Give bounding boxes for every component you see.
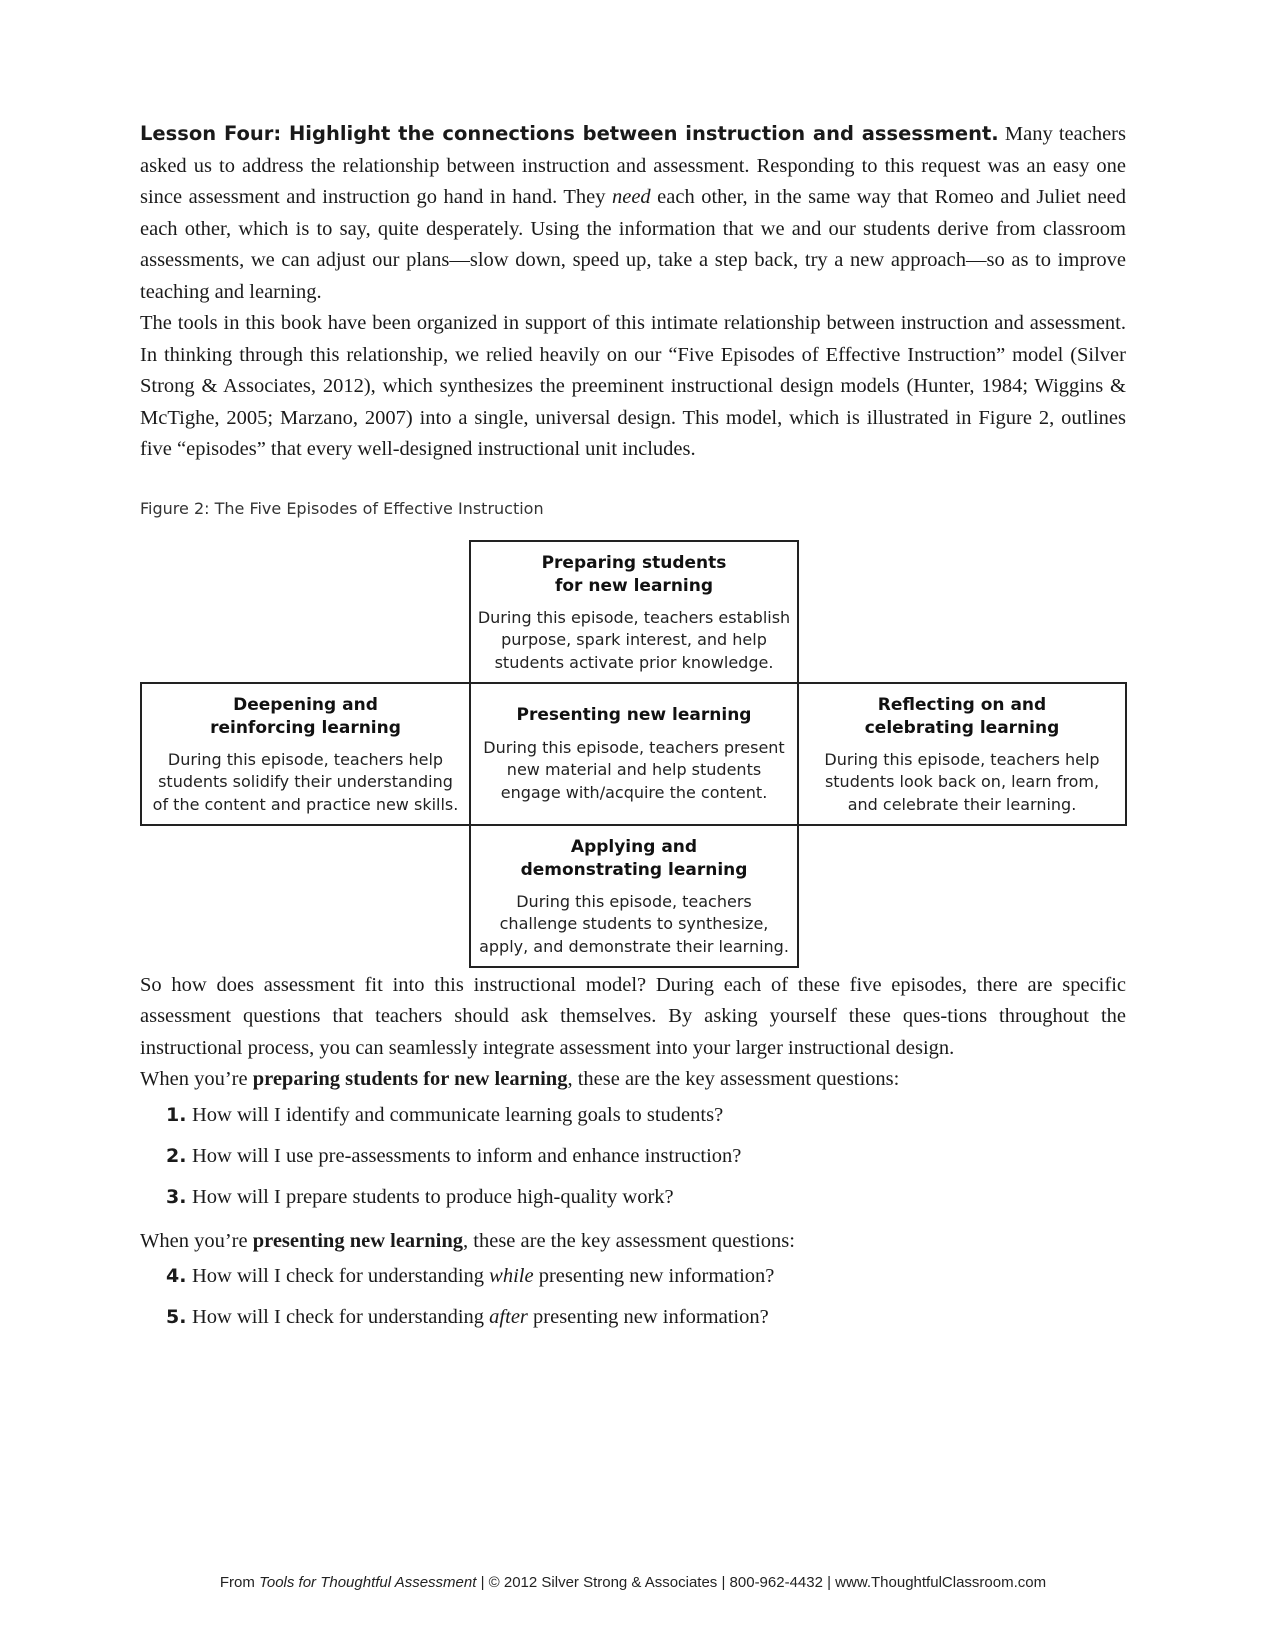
desc-line: During this episode, teachers	[516, 891, 752, 911]
desc-line: apply, and demonstrate their learning.	[479, 936, 789, 956]
footer-text: From	[219, 1574, 260, 1591]
question-number: 1.	[166, 1103, 187, 1126]
episode-description	[471, 737, 797, 805]
question-text: How will I check for understanding	[192, 1265, 490, 1287]
title-line: for new learning	[554, 575, 714, 596]
question-item	[166, 1103, 1126, 1127]
episode-title	[799, 694, 1125, 740]
intro-emphasis: preparing students for new learning	[252, 1068, 568, 1090]
intro-emphasis: presenting new learning	[252, 1229, 464, 1252]
question-item	[166, 1264, 1126, 1288]
title-line: Preparing students	[541, 552, 727, 573]
episode-box-applying	[469, 824, 799, 968]
title-line: Applying and	[570, 836, 698, 857]
question-text: presenting new information?	[527, 1306, 769, 1328]
question-number: 3.	[166, 1185, 187, 1208]
episode-title	[471, 552, 797, 598]
lesson-four-paragraph	[140, 118, 1126, 308]
question-emphasis: after	[489, 1306, 528, 1328]
desc-line: During this episode, teachers help	[824, 749, 1100, 769]
footer-book-title: Tools for Thoughtful Assessment	[259, 1574, 477, 1591]
desc-line: students look back on, learn from,	[824, 772, 1100, 791]
desc-line: challenge students to synthesize,	[499, 914, 769, 933]
section-preparing-intro	[140, 1064, 1126, 1096]
episode-description	[471, 891, 797, 959]
episode-description	[142, 749, 469, 817]
lesson-emphasis: need	[611, 186, 651, 208]
question-text: How will I identify and communicate learning goals to students?	[192, 1103, 724, 1126]
question-item	[166, 1144, 1126, 1168]
episode-box-deepening	[140, 682, 471, 826]
episode-title	[142, 694, 469, 740]
question-text: How will I use pre-assessments to inform and enhance instruction?	[192, 1144, 742, 1167]
intro-text: When you’re	[140, 1229, 253, 1252]
question-number: 4.	[166, 1265, 187, 1287]
desc-line: of the content and practice new skills.	[152, 794, 459, 814]
desc-line: During this episode, teachers establish	[477, 607, 791, 627]
episode-box-reflecting	[797, 682, 1127, 826]
desc-line: During this episode, teachers present	[483, 737, 785, 757]
desc-line: engage with/acquire the content.	[500, 782, 768, 802]
page-body	[140, 118, 1126, 1346]
question-number: 5.	[166, 1306, 187, 1328]
question-emphasis: while	[489, 1265, 534, 1287]
intro-text: , these are the key assessment questions:	[567, 1068, 900, 1090]
title-line: Reflecting on and	[877, 694, 1047, 715]
question-number: 2.	[166, 1144, 187, 1167]
five-episodes-diagram	[140, 540, 1126, 970]
desc-line: students solidify their understanding	[158, 772, 453, 791]
question-text: presenting new information?	[533, 1265, 775, 1287]
desc-line: students activate prior knowledge.	[494, 652, 774, 672]
lesson-text-1: Many teachers asked us to address the relationship between instruction and assessment. Responding to this request was an easy one since assessment and instruction go hand in hand. They	[140, 123, 1126, 208]
question-item	[166, 1305, 1126, 1329]
episode-description	[471, 607, 797, 675]
title-line: Presenting new learning	[516, 704, 752, 725]
episode-title	[471, 836, 797, 882]
desc-line: During this episode, teachers help	[167, 749, 444, 769]
footer-text: | © 2012 Silver Strong & Associates | 800-962-4432 | www.ThoughtfulClassroom.com	[476, 1574, 1047, 1591]
title-line: reinforcing learning	[210, 717, 401, 738]
question-text: How will I check for understanding	[192, 1306, 490, 1328]
question-list-preparing	[140, 1103, 1126, 1209]
episode-description	[799, 749, 1125, 817]
desc-line: new material and help students	[506, 760, 762, 779]
intro-text: , these are the key assessment questions:	[463, 1229, 795, 1252]
desc-line: purpose, spark interest, and help	[501, 630, 767, 649]
question-list-presenting	[140, 1264, 1126, 1329]
section-presenting-intro	[140, 1226, 1126, 1258]
title-line: Deepening and	[233, 694, 378, 715]
question-item	[166, 1185, 1126, 1209]
intro-text: When you’re	[140, 1068, 253, 1090]
title-line: demonstrating learning	[520, 859, 748, 880]
tools-paragraph: The tools in this book have been organized in support of this intimate relationship between instruction and assessment. In thinking through this relationship, we relied heavily on our “Five Episodes of Effective Instruction” model (Silver Strong & Associates, 2012), which synthesizes the preeminent instructional design models (Hunter, 1984; Wiggins & McTighe, 2005; Marzano, 2007) into a single, universal design. This model, which is illustrated in Figure 2, outlines five “episodes” that every well-designed instructional unit includes.	[140, 312, 1126, 460]
question-text: How will I prepare students to produce high-quality work?	[192, 1185, 674, 1208]
assessment-fit-paragraph: So how does assessment fit into this instructional model? During each of these five episodes, there are specific assessment questions that teachers should ask themselves. By asking yourself these ques-tions throughout the instructional process, you can seamlessly integrate assessment into your larger instructional design.	[140, 973, 1126, 1059]
episode-box-preparing	[469, 540, 799, 684]
page-footer	[0, 1574, 1266, 1591]
title-line: celebrating learning	[864, 717, 1060, 738]
lesson-heading: Lesson Four: Highlight the connections between instruction and assessment.	[140, 122, 999, 145]
figure-caption: Figure 2: The Five Episodes of Effective Instruction	[140, 498, 544, 518]
desc-line: and celebrate their learning.	[847, 794, 1077, 814]
episode-title	[471, 704, 797, 727]
episode-box-presenting	[469, 682, 799, 826]
lesson-text-2: each other, in the same way that Romeo and Juliet need each other, which is to say, quite desperately. Using the information that we and our students derive from classroom assessments, we can adjust our plans—slow down, speed up, take a step back, try a new approach—so as to improve teaching and learning.	[140, 186, 1126, 303]
